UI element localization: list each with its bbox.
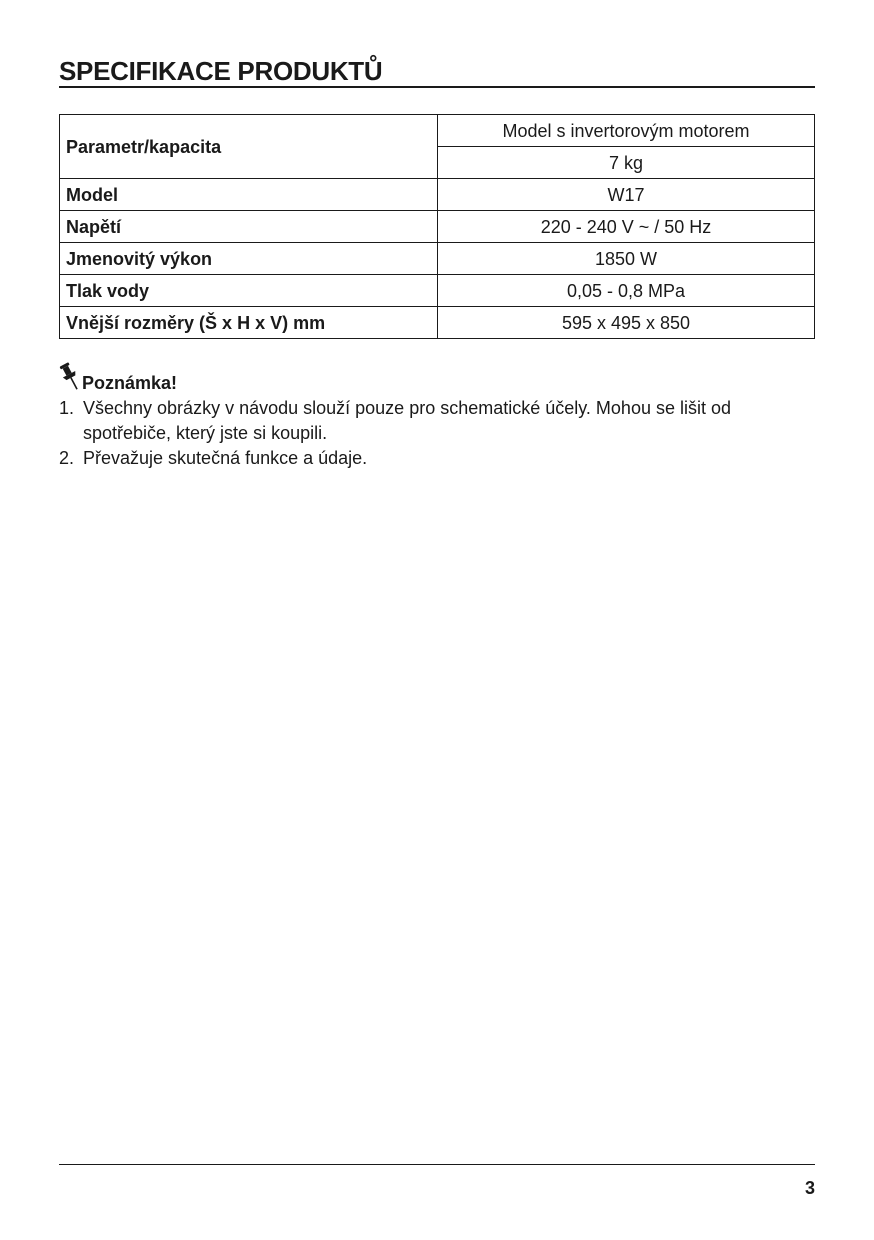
row-label: Model [60, 179, 438, 211]
table-row [60, 275, 815, 307]
row-value: 0,05 - 0,8 MPa [438, 275, 815, 307]
table-row [60, 307, 815, 339]
list-item-text: Převažuje skutečná funkce a údaje. [83, 448, 368, 468]
list-item [59, 446, 819, 471]
row-value: 595 x 495 x 850 [438, 307, 815, 339]
table-row [60, 211, 815, 243]
row-label: Tlak vody [60, 275, 438, 307]
row-label: Napětí [60, 211, 438, 243]
row-value: W17 [438, 179, 815, 211]
note-title: Poznámka! [82, 373, 178, 393]
page-title: SPECIFIKACE PRODUKTŮ [59, 56, 383, 86]
header-model-type-cell: Model s invertorovým motorem [438, 115, 815, 147]
list-item-text: Všechny obrázky v návodu slouží pouze pro schematické účely. Mohou se lišit od spotřebiče, který jste si koupili. [83, 398, 731, 443]
header-capacity-cell: 7 kg [438, 147, 815, 179]
table-header-row [60, 115, 815, 147]
title-divider [59, 86, 815, 88]
list-item [59, 396, 819, 446]
specification-table [59, 114, 815, 339]
pushpin-icon [59, 362, 81, 394]
note-section [59, 362, 819, 471]
page-number: 3 [804, 1178, 815, 1198]
note-list [59, 396, 819, 471]
header-parameter-cell: Parametr/kapacita [60, 115, 438, 179]
row-value: 220 - 240 V ~ / 50 Hz [438, 211, 815, 243]
note-heading [59, 362, 819, 394]
list-item-number: 2. [59, 448, 75, 468]
row-value: 1850 W [438, 243, 815, 275]
row-label: Vnější rozměry (Š x H x V) mm [60, 307, 438, 339]
row-label: Jmenovitý výkon [60, 243, 438, 275]
table-row [60, 179, 815, 211]
list-item-number: 1. [59, 398, 75, 418]
table-row [60, 243, 815, 275]
footer-divider [59, 1164, 815, 1165]
